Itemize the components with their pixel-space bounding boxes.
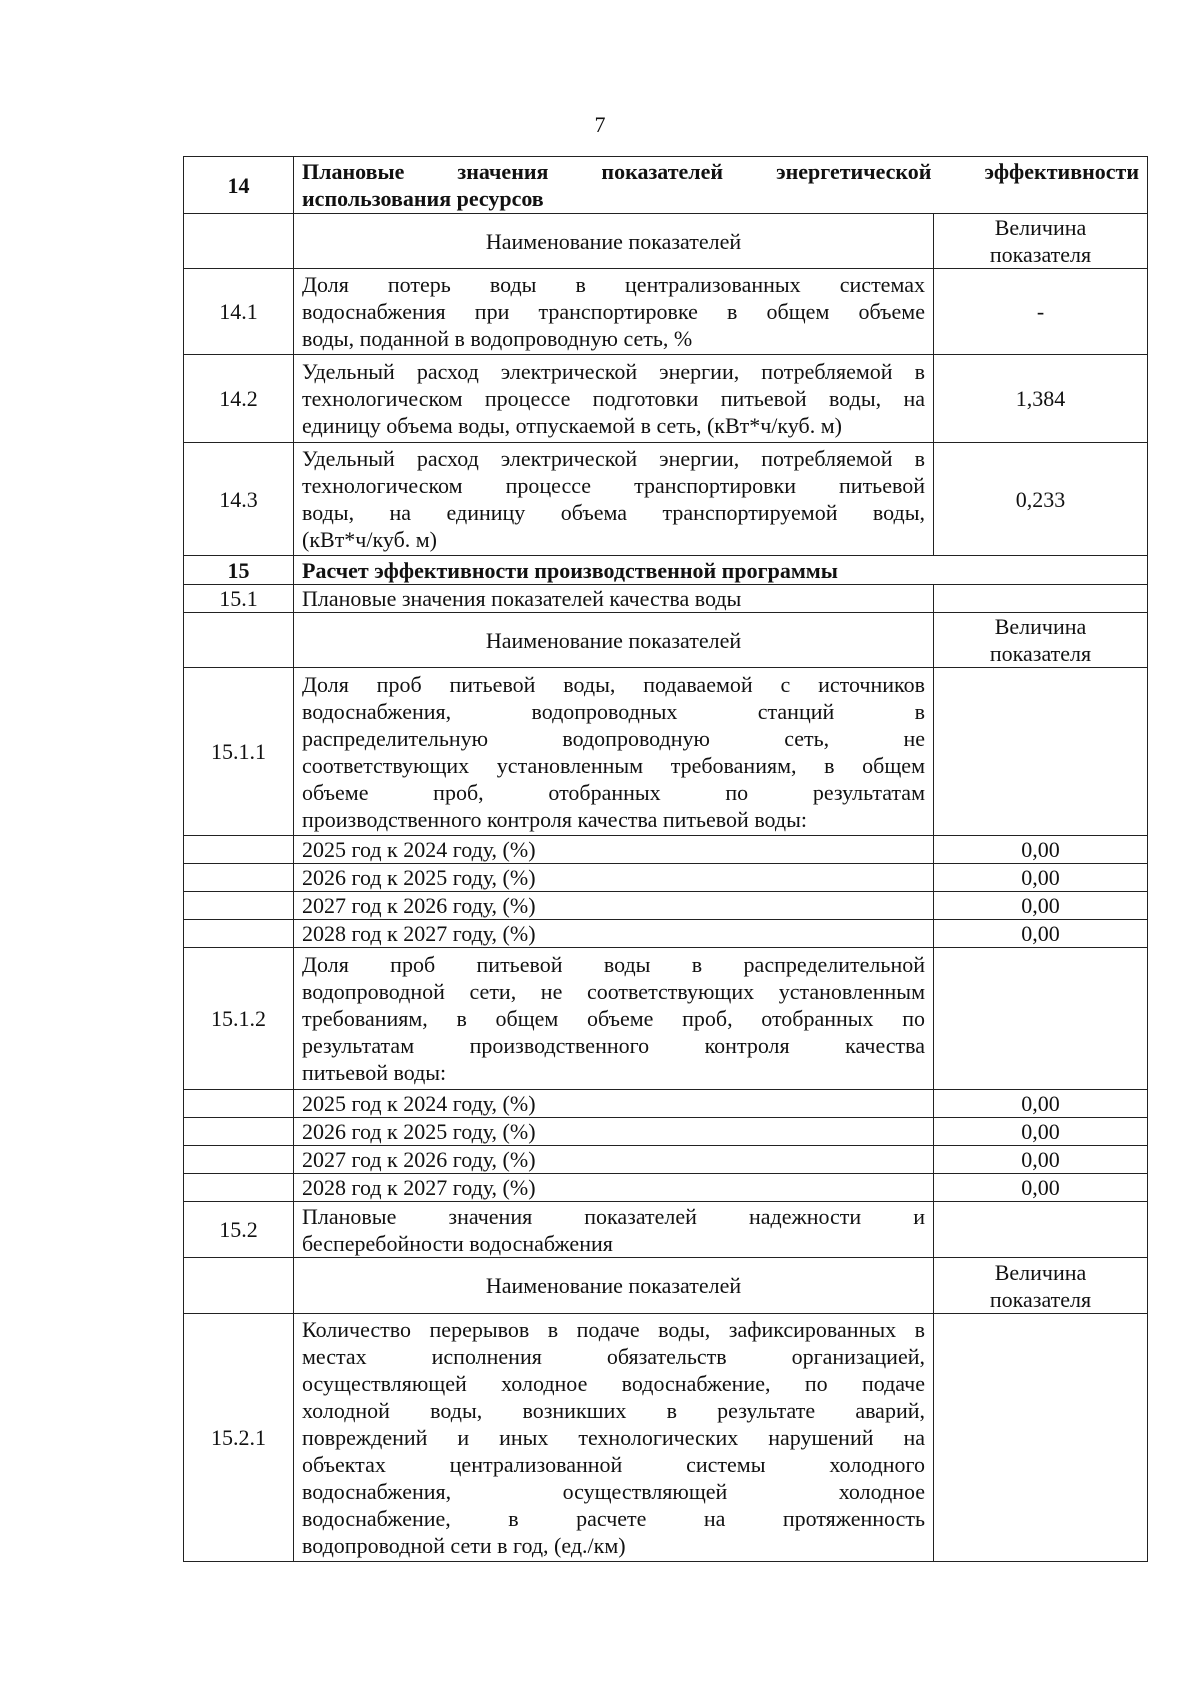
empty-cell xyxy=(184,836,294,864)
year-row xyxy=(184,864,1148,892)
year-label: 2025 год к 2024 году, (%) xyxy=(294,836,934,864)
row-number: 15.1.2 xyxy=(184,948,294,1090)
empty-cell xyxy=(934,668,1148,836)
row-name: Доля проб питьевой воды в распределительной водопроводной сети, не соответствующих установленным требованиям, в общем объеме проб, отобранных по результатам производственного контроля качества питьевой воды: xyxy=(294,948,934,1090)
year-row xyxy=(184,1174,1148,1202)
row-name: Удельный расход электрической энергии, потребляемой в технологическом процессе подготовки питьевой воды, на единицу объема воды, отпускаемой в сеть, (кВт*ч/куб. м) xyxy=(294,355,934,443)
year-label: 2025 год к 2024 году, (%) xyxy=(294,1090,934,1118)
year-row xyxy=(184,920,1148,948)
table-row-15-1-1 xyxy=(184,668,1148,836)
empty-cell xyxy=(184,1258,294,1314)
empty-cell xyxy=(934,1202,1148,1258)
row-value xyxy=(934,1314,1148,1562)
year-row xyxy=(184,1090,1148,1118)
year-value: 0,00 xyxy=(934,1090,1148,1118)
empty-cell xyxy=(184,613,294,668)
row-number: 14.1 xyxy=(184,269,294,355)
header-name: Наименование показателей xyxy=(294,214,934,269)
empty-cell xyxy=(184,1146,294,1174)
section-14-number: 14 xyxy=(184,157,294,214)
section-14-title: Плановые значения показателей энергетической эффективности использования ресурсов xyxy=(294,157,1148,214)
row-number: 14.3 xyxy=(184,443,294,556)
year-label: 2026 год к 2025 году, (%) xyxy=(294,1118,934,1146)
header-value: Величина показателя xyxy=(934,1258,1148,1314)
subsection-15-1-header xyxy=(184,613,1148,668)
subsection-15-2-title: Плановые значения показателей надежности и бесперебойности водоснабжения xyxy=(294,1202,934,1258)
year-row xyxy=(184,892,1148,920)
empty-cell xyxy=(184,1118,294,1146)
year-value: 0,00 xyxy=(934,920,1148,948)
row-name: Доля проб питьевой воды, подаваемой с источников водоснабжения, водопроводных станций в распределительную водопроводную сеть, не соответствующих установленным требованиям, в общем объеме проб, отобранных по результатам производственного контроля качества питьевой воды: xyxy=(294,668,934,836)
table-row-15-2-1 xyxy=(184,1314,1148,1562)
row-number: 15.1.1 xyxy=(184,668,294,836)
year-value: 0,00 xyxy=(934,892,1148,920)
empty-cell xyxy=(934,948,1148,1090)
header-value: Величина показателя xyxy=(934,613,1148,668)
row-value: - xyxy=(934,269,1148,355)
empty-cell xyxy=(184,920,294,948)
header-name: Наименование показателей xyxy=(294,1258,934,1314)
year-value: 0,00 xyxy=(934,864,1148,892)
table-row-14-1 xyxy=(184,269,1148,355)
empty-cell xyxy=(184,892,294,920)
year-label: 2028 год к 2027 году, (%) xyxy=(294,1174,934,1202)
indicators-table xyxy=(183,156,1148,1562)
year-label: 2027 год к 2026 году, (%) xyxy=(294,892,934,920)
year-row xyxy=(184,836,1148,864)
year-label: 2027 год к 2026 году, (%) xyxy=(294,1146,934,1174)
section-15-row xyxy=(184,556,1148,585)
year-label: 2028 год к 2027 году, (%) xyxy=(294,920,934,948)
section-15-number: 15 xyxy=(184,556,294,585)
page-number: 7 xyxy=(594,112,606,137)
subsection-15-1-row xyxy=(184,585,1148,613)
year-row xyxy=(184,1146,1148,1174)
section-14-header xyxy=(184,214,1148,269)
row-name: Количество перерывов в подаче воды, зафиксированных в местах исполнения обязательств организацией, осуществляющей холодное водоснабжение, по подаче холодной воды, возникших в результате аварий, повреждений и иных технологических нарушений на объектах централизованной системы холодного водоснабжения, осуществляющей холодное водоснабжение, в расчете на протяженность водопроводной сети в год, (ед./км) xyxy=(294,1314,934,1562)
year-value: 0,00 xyxy=(934,1118,1148,1146)
table-row-15-1-2 xyxy=(184,948,1148,1090)
empty-cell xyxy=(184,1090,294,1118)
header-name: Наименование показателей xyxy=(294,613,934,668)
subsection-15-1-title: Плановые значения показателей качества воды xyxy=(294,585,934,613)
header-value: Величина показателя xyxy=(934,214,1148,269)
row-value: 1,384 xyxy=(934,355,1148,443)
table-row-14-2 xyxy=(184,355,1148,443)
year-value: 0,00 xyxy=(934,1146,1148,1174)
section-15-title: Расчет эффективности производственной программы xyxy=(294,556,1148,585)
year-value: 0,00 xyxy=(934,836,1148,864)
empty-cell xyxy=(184,214,294,269)
empty-cell xyxy=(184,1174,294,1202)
empty-cell xyxy=(934,585,1148,613)
row-number: 15.2 xyxy=(184,1202,294,1258)
year-value: 0,00 xyxy=(934,1174,1148,1202)
row-number: 14.2 xyxy=(184,355,294,443)
subsection-15-2-header xyxy=(184,1258,1148,1314)
row-name: Доля потерь воды в централизованных системах водоснабжения при транспортировке в общем объеме воды, поданной в водопроводную сеть, % xyxy=(294,269,934,355)
year-label: 2026 год к 2025 году, (%) xyxy=(294,864,934,892)
empty-cell xyxy=(184,864,294,892)
section-14-row xyxy=(184,157,1148,214)
row-value: 0,233 xyxy=(934,443,1148,556)
row-number: 15.1 xyxy=(184,585,294,613)
subsection-15-2-row xyxy=(184,1202,1148,1258)
row-number: 15.2.1 xyxy=(184,1314,294,1562)
table-row-14-3 xyxy=(184,443,1148,556)
year-row xyxy=(184,1118,1148,1146)
row-name: Удельный расход электрической энергии, потребляемой в технологическом процессе транспортировки питьевой воды, на единицу объема транспортируемой воды, (кВт*ч/куб. м) xyxy=(294,443,934,556)
